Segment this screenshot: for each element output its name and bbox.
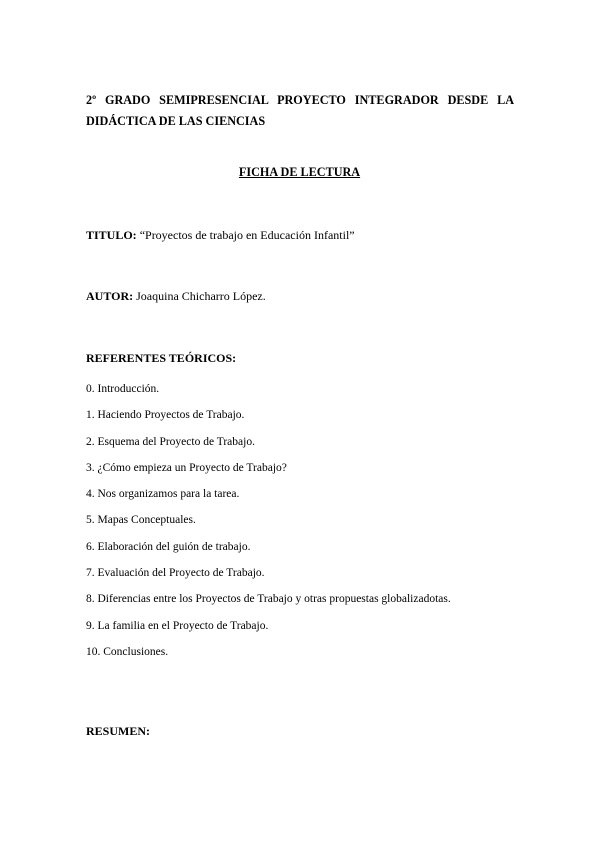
author-value: Joaquina Chicharro López. [136, 289, 266, 303]
list-item: 1. Haciendo Proyectos de Trabajo. [86, 409, 245, 422]
title-label: TITULO: [86, 228, 137, 242]
document-heading: 2º GRADO SEMIPRESENCIAL PROYECTO INTEGRADOR DESDE LA DIDÁCTICA DE LAS CIENCIAS [86, 93, 514, 128]
summary-title: RESUMEN: [86, 724, 151, 738]
list-item: 8. Diferencias entre los Proyectos de Trabajo y otras propuestas globalizadotas. [86, 593, 451, 606]
list-item: 4. Nos organizamos para la tarea. [86, 488, 240, 501]
list-item: 7. Evaluación del Proyecto de Trabajo. [86, 567, 265, 580]
list-item: 5. Mapas Conceptuales. [86, 514, 196, 527]
list-item: 0. Introducción. [86, 383, 160, 395]
list-item: 9. La familia en el Proyecto de Trabajo. [86, 619, 269, 632]
references-title: REFERENTES TEÓRICOS: [86, 351, 237, 365]
list-item: 6. Elaboración del guión de trabajo. [86, 540, 251, 553]
title-value: “Proyectos de trabajo en Educación Infantil” [139, 228, 355, 242]
form-title: FICHA DE LECTURA [238, 165, 361, 179]
author-field [86, 289, 266, 304]
list-item: 3. ¿Cómo empieza un Proyecto de Trabajo? [86, 461, 287, 474]
author-label: AUTOR: [86, 289, 134, 303]
list-item: 10. Conclusiones. [86, 645, 169, 658]
references-list [86, 382, 451, 671]
title-field [86, 228, 355, 243]
list-item: 2. Esquema del Proyecto de Trabajo. [86, 435, 255, 448]
